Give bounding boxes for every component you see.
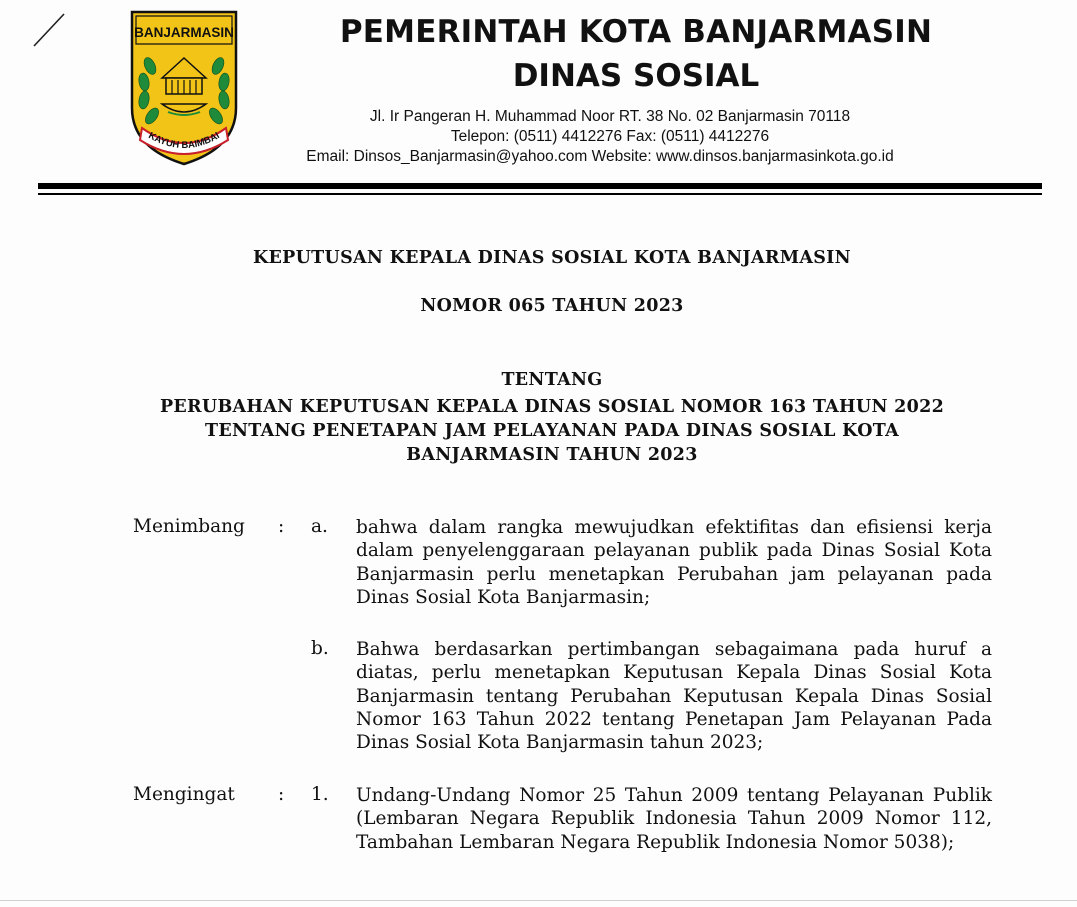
mengingat-item-1: Undang-Undang Nomor 25 Tahun 2009 tentang Pelayanan Publik (Lembaran Negara Republik Indonesia Tahun 2009 Nomor 112, Tambahan Lembaran Negara Republik Indonesia Nomor 5038); bbox=[356, 785, 992, 853]
decree-subject-line3: BANJARMASIN TAHUN 2023 bbox=[406, 445, 698, 465]
mengingat-marker-1: 1. bbox=[311, 784, 329, 805]
svg-text:KAYUH BAIMBAI: KAYUH BAIMBAI bbox=[146, 130, 222, 152]
pen-mark bbox=[30, 10, 70, 50]
letterhead-government: PEMERINTAH KOTA BANJARMASIN bbox=[339, 14, 933, 50]
letterhead-rule-thick bbox=[38, 183, 1042, 189]
letterhead-contact: Email: Dinsos_Banjarmasin@yahoo.com Website: www.dinsos.banjarmasinkota.go.id bbox=[306, 148, 894, 165]
decree-number: NOMOR 065 TAHUN 2023 bbox=[420, 296, 684, 316]
decree-tentang: TENTANG bbox=[501, 370, 603, 390]
decree-subject-line1: PERUBAHAN KEPUTUSAN KEPALA DINAS SOSIAL NOMOR 163 TAHUN 2022 bbox=[159, 397, 945, 417]
page-bottom-edge bbox=[0, 900, 1077, 901]
menimbang-label: Menimbang bbox=[133, 516, 245, 537]
mengingat-colon: : bbox=[278, 784, 285, 805]
city-emblem-logo bbox=[128, 8, 240, 168]
letterhead-agency: DINAS SOSIAL bbox=[512, 58, 760, 94]
menimbang-item-a: bahwa dalam rangka mewujudkan efektifitas dan efisiensi kerja dalam penyelenggaraan pelayanan publik pada Dinas Sosial Kota Banjarmasin perlu menetapkan Perubahan jam pelayanan pada Dinas Sosial Kota Banjarmasin; bbox=[356, 517, 992, 608]
menimbang-item-b: Bahwa berdasarkan pertimbangan sebagaimana pada huruf a diatas, perlu menetapkan Keputusan Kepala Dinas Sosial Kota Banjarmasin tentang Perubahan Keputusan Kepala Dinas Sosial Nomor 163 Tahun 2022 tentang Penetapan Jam Pelayanan Pada Dinas Sosial Kota Banjarmasin tahun 2023; bbox=[356, 639, 992, 754]
menimbang-colon: : bbox=[278, 516, 285, 537]
mengingat-label: Mengingat bbox=[133, 784, 235, 805]
letterhead-address: Jl. Ir Pangeran H. Muhammad Noor RT. 38 No. 02 Banjarmasin 70118 bbox=[369, 108, 851, 125]
letterhead-rule-thin bbox=[38, 193, 1042, 195]
letterhead-phone: Telepon: (0511) 4412276 Fax: (0511) 4412276 bbox=[450, 128, 770, 145]
menimbang-marker-a: a. bbox=[311, 516, 328, 537]
menimbang-marker-b: b. bbox=[311, 638, 329, 659]
decree-title: KEPUTUSAN KEPALA DINAS SOSIAL KOTA BANJARMASIN bbox=[253, 248, 851, 268]
svg-text:BANJARMASIN: BANJARMASIN bbox=[134, 25, 234, 40]
decree-subject-line2: TENTANG PENETAPAN JAM PELAYANAN PADA DINAS SOSIAL KOTA bbox=[205, 421, 899, 441]
